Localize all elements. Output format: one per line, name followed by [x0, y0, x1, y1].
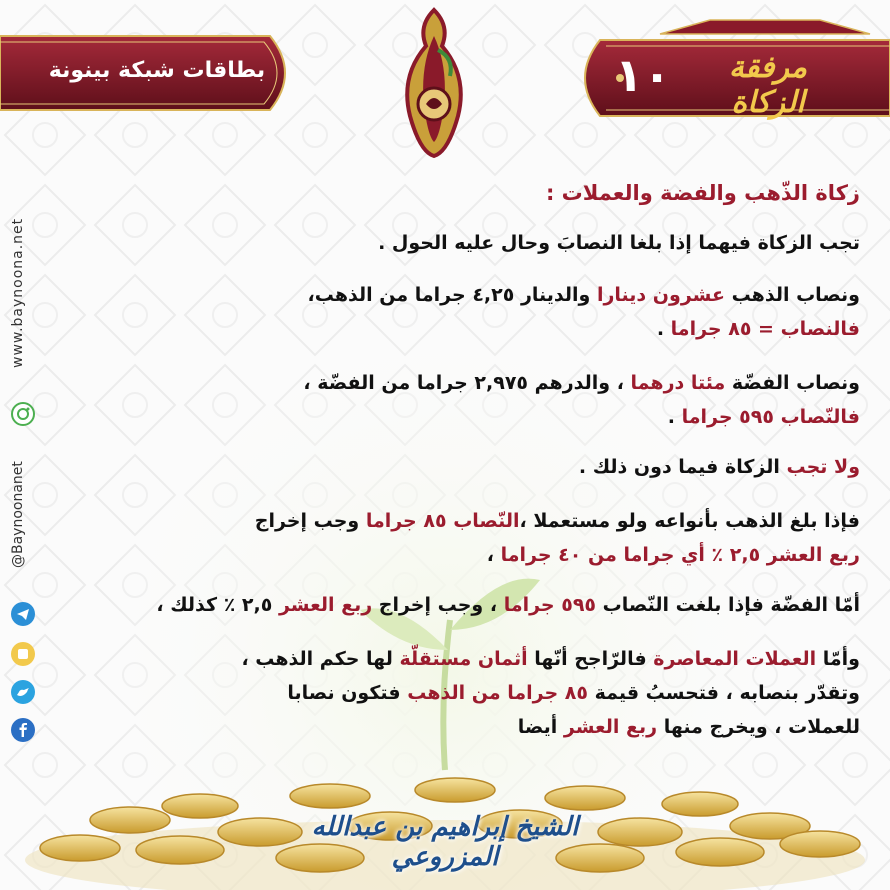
paragraph-1: تجب الزكاة فيهما إذا بلغا النصابَ وحال عليه الحول . [378, 232, 860, 254]
paragraph-4: ولا تجب الزكاة فيما دون ذلك . [578, 456, 860, 478]
baynoona-logo [398, 6, 470, 158]
network-label: بطاقات شبكة بينونة [48, 58, 266, 83]
telegram-icon[interactable] [11, 602, 35, 626]
author-signature: الشيخ إبراهيم بن عبدالله المزروعي [311, 812, 579, 872]
instagram-icon[interactable] [11, 402, 35, 426]
social-handle[interactable]: @Baynoonanet [10, 461, 26, 569]
paragraph-2: ونصاب الذهب عشرون دينارا والدينار ٤,٢٥ جراما من الذهب، فالنصاب = ٨٥ جراما . [307, 284, 860, 340]
card-number: ١٠ [614, 48, 672, 102]
paragraph-6: أمّا الفضّة فإذا بلغت النّصاب ٥٩٥ جراما ، وجب إخراج ربع العشر ٢,٥ ٪ كذلك ، [156, 594, 860, 616]
twitter-icon[interactable] [11, 680, 35, 704]
facebook-icon[interactable] [11, 718, 35, 742]
paragraph-7: وأمّا العملات المعاصرة فالرّاجح أنّها أثمان مستقلّة لها حكم الذهب ، وتقدّر بنصابه ، فتحسبُ قيمة ٨٥ جراما من الذهب فتكون نصابا للعملات ، ويخرج منها ربع العشر أيضا [241, 648, 860, 738]
snapchat-icon[interactable] [11, 642, 35, 666]
website-url[interactable]: www.baynoona.net [10, 217, 26, 368]
paragraph-3: ونصاب الفضّة مئتا درهما ، والدرهم ٢,٩٧٥ جراما من الفضّة ، فالنّصاب ٥٩٥ جراما . [303, 372, 860, 428]
series-title: مرفقة الزكاة [728, 50, 808, 120]
heading: زكاة الذّهب والفضة والعملات : [545, 181, 860, 205]
paragraph-5: فإذا بلغ الذهب بأنواعه ولو مستعملا ،النّصاب ٨٥ جراما وجب إخراج ربع العشر ٢,٥ ٪ أي جراما من ٤٠ جراما ، [254, 510, 860, 566]
